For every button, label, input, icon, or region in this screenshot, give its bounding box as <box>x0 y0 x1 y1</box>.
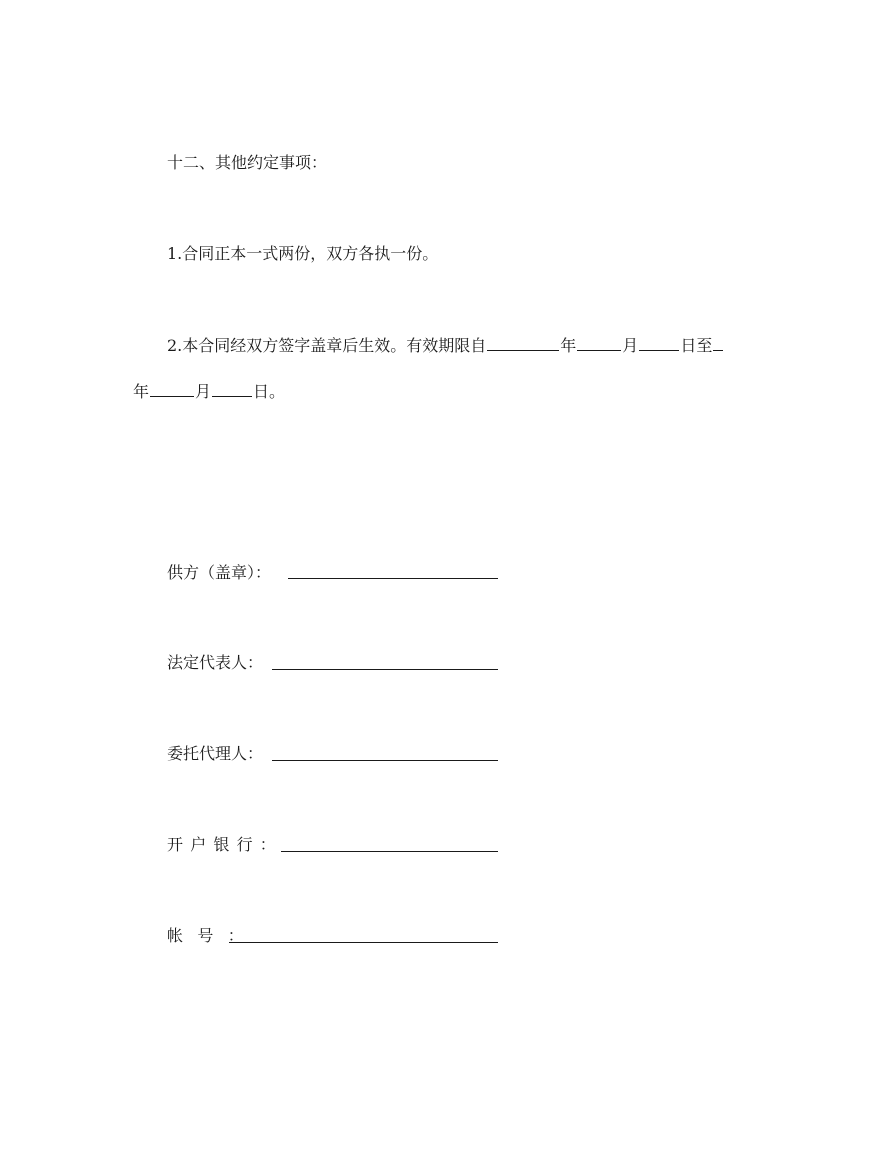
start-year-blank[interactable] <box>487 334 559 351</box>
start-day-blank[interactable] <box>639 334 679 351</box>
bank-line[interactable] <box>281 851 498 852</box>
legal-representative-label: 法定代表人： <box>167 653 264 672</box>
authorized-agent-label: 委托代理人： <box>167 744 264 763</box>
end-month-label: 月 <box>195 382 212 401</box>
end-year-blank-start[interactable] <box>713 334 723 351</box>
supplier-seal-label: 供方（盖章）： <box>167 563 272 582</box>
bank-label: 开户银行： <box>167 835 284 854</box>
account-line[interactable] <box>229 942 498 943</box>
clause-1: 1.合同正本一式两份，双方各执一份。 <box>167 244 439 263</box>
end-year-label: 年 <box>133 382 150 401</box>
clause-2-line-1 <box>167 334 724 356</box>
month-label: 月 <box>622 336 639 355</box>
supplier-seal-line[interactable] <box>288 578 498 579</box>
account-label: 帐号： <box>167 926 259 945</box>
clause-2-text: 2.本合同经双方签字盖章后生效。有效期限自 <box>167 336 487 355</box>
end-day-label: 日。 <box>253 382 286 401</box>
section-heading: 十二、其他约定事项： <box>167 153 328 172</box>
year-label: 年 <box>560 336 577 355</box>
end-day-blank[interactable] <box>212 380 252 397</box>
authorized-agent-line[interactable] <box>272 760 498 761</box>
end-month-blank[interactable] <box>150 380 194 397</box>
start-month-blank[interactable] <box>577 334 621 351</box>
day-to-label: 日至 <box>680 336 713 355</box>
legal-representative-line[interactable] <box>272 669 498 670</box>
clause-2-line-2 <box>133 380 285 402</box>
